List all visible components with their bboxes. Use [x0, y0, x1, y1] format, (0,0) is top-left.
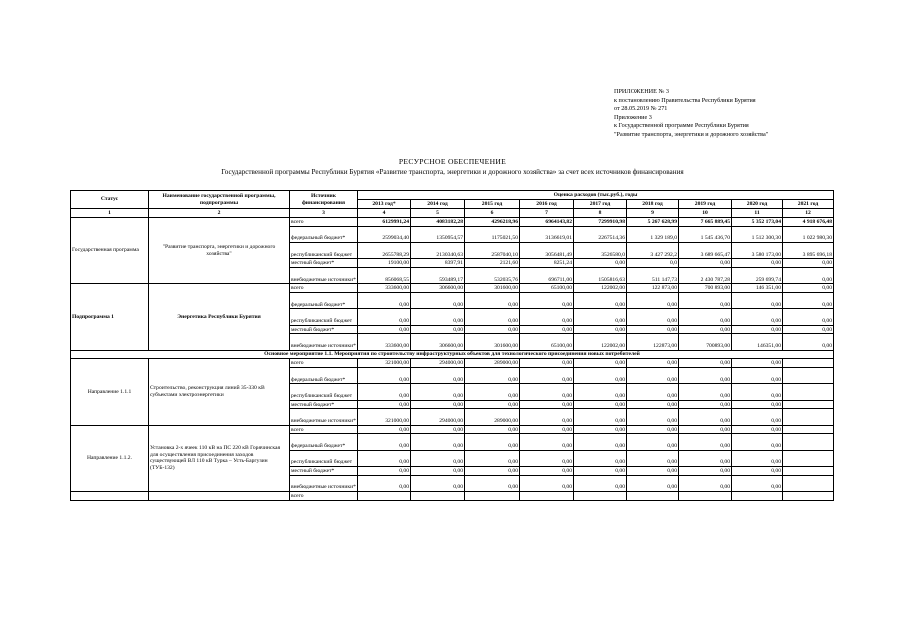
- value-cell: 301600,00: [465, 334, 520, 350]
- empty-cell: [679, 492, 732, 501]
- value-cell: 0,00: [627, 292, 679, 308]
- value-cell: 532035,76: [465, 267, 520, 283]
- value-cell: 0,00: [679, 475, 732, 491]
- value-cell: 8397,91: [411, 259, 465, 268]
- value-cell: [783, 367, 834, 383]
- value-cell: 0,00: [574, 400, 627, 409]
- value-cell: 321000,00: [358, 359, 411, 368]
- header-line: ПРИЛОЖЕНИЕ № 3: [614, 88, 670, 95]
- value-cell: 0,00: [574, 425, 627, 434]
- value-cell: 0,00: [627, 425, 679, 434]
- value-cell: 0,00: [574, 309, 627, 325]
- value-cell: 0,00: [520, 359, 574, 368]
- value-cell: 0,00: [732, 292, 783, 308]
- row-source: внебюджетные источники*: [290, 409, 358, 425]
- header-line: от 28.05.2019 № 271: [614, 105, 668, 113]
- value-cell: 0,00: [411, 425, 465, 434]
- value-cell: 0,00: [520, 450, 574, 466]
- value-cell: 0,00: [679, 309, 732, 325]
- value-cell: 306600,00: [411, 334, 465, 350]
- value-cell: 0,00: [411, 384, 465, 400]
- value-cell: 0,00: [465, 367, 520, 383]
- col-header-year: 2013 год*: [358, 200, 411, 209]
- value-cell: 0,00: [520, 292, 574, 308]
- value-cell: 0,00: [411, 367, 465, 383]
- header-line: "Развитие транспорта, энергетики и дорожного хозяйства": [614, 130, 769, 138]
- value-cell: 0,00: [574, 434, 627, 450]
- value-cell: 0,00: [574, 409, 627, 425]
- col-header-year: 2017 год: [574, 200, 627, 209]
- col-number: 2: [149, 209, 290, 218]
- value-cell: [783, 409, 834, 425]
- value-cell: 2130340,63: [411, 242, 465, 258]
- col-header-source: Источник финансирования: [290, 191, 358, 209]
- value-cell: 0,00: [679, 425, 732, 434]
- value-cell: 1 329 189,0: [627, 226, 679, 242]
- row-source: всего: [290, 492, 358, 501]
- col-header-year: 2014 год: [411, 200, 465, 209]
- value-cell: 0,00: [358, 467, 411, 476]
- value-cell: 301600,00: [465, 284, 520, 293]
- value-cell: 7 665 889,45: [679, 218, 732, 227]
- value-cell: 700893,00: [679, 334, 732, 350]
- value-cell: 0,00: [465, 292, 520, 308]
- row-program-name: Установка 2-х ячеек 110 кВ на ПС 220 кВ Горячинская для осуществления присоединения заходов существующей ВЛ 110 кВ Турка – Усть-Баргузин (ТУБ-132): [149, 425, 290, 491]
- value-cell: 4 918 676,48: [783, 218, 834, 227]
- row-source: всего: [290, 425, 358, 434]
- value-cell: 146 351,00: [732, 284, 783, 293]
- value-cell: 0,00: [465, 434, 520, 450]
- value-cell: 2599034,40: [358, 226, 411, 242]
- value-cell: 122873,00: [627, 334, 679, 350]
- empty-cell: [149, 492, 290, 501]
- value-cell: 122 873,00: [627, 284, 679, 293]
- value-cell: 19100,00: [358, 259, 411, 268]
- document-subtitle: Государственной программы Республики Бурятия «Развитие транспорта, энергетики и дорожного хозяйства» за счет всех источников финансирования: [221, 168, 684, 176]
- value-cell: 0,00: [679, 409, 732, 425]
- value-cell: 0,00: [732, 359, 783, 368]
- value-cell: 1505816,63: [574, 267, 627, 283]
- table-row: [71, 425, 834, 434]
- value-cell: 0,00: [411, 325, 465, 334]
- col-number: 1: [71, 209, 149, 218]
- value-cell: 0,00: [627, 450, 679, 466]
- value-cell: 0,00: [783, 267, 834, 283]
- value-cell: 511 147,73: [627, 267, 679, 283]
- col-number: 11: [732, 209, 783, 218]
- row-source: внебюджетные источники*: [290, 334, 358, 350]
- value-cell: 3 895 696,18: [783, 242, 834, 258]
- empty-cell: [627, 492, 679, 501]
- value-cell: 0,00: [465, 467, 520, 476]
- value-cell: 2267514,36: [574, 226, 627, 242]
- value-cell: 0,00: [411, 475, 465, 491]
- value-cell: 0,00: [520, 384, 574, 400]
- value-cell: 0,00: [465, 309, 520, 325]
- header-line: Приложение 3: [614, 113, 652, 121]
- empty-cell: [411, 492, 465, 501]
- value-cell: 0,00: [411, 434, 465, 450]
- col-number: 12: [783, 209, 834, 218]
- value-cell: 0,00: [358, 475, 411, 491]
- value-cell: 2587040,10: [465, 242, 520, 258]
- value-cell: 1175021,50: [465, 226, 520, 242]
- value-cell: 4296218,96: [465, 218, 520, 227]
- value-cell: 321000,00: [358, 409, 411, 425]
- value-cell: 0,00: [465, 325, 520, 334]
- value-cell: [783, 450, 834, 466]
- row-status: Направление 1.1.2.: [71, 425, 149, 491]
- value-cell: [783, 434, 834, 450]
- value-cell: 294000,00: [411, 409, 465, 425]
- main-event-title: Основное мероприятие 1.1. Мероприятия по строительству инфраструктурных объектов для технологического присоединения новых потребителей: [71, 350, 834, 359]
- value-cell: 2 430 787,28: [679, 267, 732, 283]
- value-cell: 0,00: [679, 450, 732, 466]
- value-cell: 3526580,0: [574, 242, 627, 258]
- value-cell: 0,00: [732, 325, 783, 334]
- value-cell: 0,00: [465, 425, 520, 434]
- value-cell: 0,00: [465, 450, 520, 466]
- empty-cell: [358, 492, 411, 501]
- value-cell: [783, 425, 834, 434]
- col-number: 7: [520, 209, 574, 218]
- value-cell: 0,00: [358, 450, 411, 466]
- value-cell: [783, 475, 834, 491]
- value-cell: 1 512 300,30: [732, 226, 783, 242]
- value-cell: 8251,24: [520, 259, 574, 268]
- value-cell: 0,00: [358, 292, 411, 308]
- value-cell: 3136619,01: [520, 226, 574, 242]
- header-line: к постановлению Правительства Республики Бурятия: [614, 96, 756, 104]
- value-cell: 0,00: [411, 309, 465, 325]
- value-cell: [783, 400, 834, 409]
- value-cell: 0,00: [732, 367, 783, 383]
- row-source: местный бюджет*: [290, 400, 358, 409]
- row-source: всего: [290, 359, 358, 368]
- value-cell: 2121,60: [465, 259, 520, 268]
- value-cell: 0,00: [679, 259, 732, 268]
- value-cell: 6964143,82: [520, 218, 574, 227]
- empty-cell: [465, 492, 520, 501]
- value-cell: 0,00: [465, 475, 520, 491]
- value-cell: 0,00: [411, 450, 465, 466]
- empty-cell: [71, 492, 149, 501]
- value-cell: 0,00: [732, 450, 783, 466]
- value-cell: 0,00: [783, 284, 834, 293]
- value-cell: 0,00: [411, 400, 465, 409]
- value-cell: 0,00: [732, 400, 783, 409]
- value-cell: 0,00: [574, 259, 627, 268]
- appendix-header: [614, 88, 768, 140]
- empty-cell: [732, 492, 783, 501]
- empty-cell: [520, 492, 574, 501]
- value-cell: 0,00: [574, 475, 627, 491]
- value-cell: 0,00: [679, 400, 732, 409]
- row-program-name: Энергетика Республики Бурятия: [149, 284, 290, 350]
- value-cell: 0,00: [732, 434, 783, 450]
- value-cell: 0,00: [679, 434, 732, 450]
- value-cell: 1 022 980,30: [783, 226, 834, 242]
- value-cell: 3 689 665,47: [679, 242, 732, 258]
- value-cell: 122002,00: [574, 334, 627, 350]
- row-source: местный бюджет*: [290, 259, 358, 268]
- value-cell: 0,00: [783, 334, 834, 350]
- value-cell: 0,00: [520, 434, 574, 450]
- value-cell: 0,00: [679, 359, 732, 368]
- value-cell: 0,00: [520, 400, 574, 409]
- col-header-year: 2021 год: [783, 200, 834, 209]
- value-cell: 6129991,24: [358, 218, 411, 227]
- col-header-estimate: Оценка расходов (тыс.руб.), годы: [358, 191, 834, 200]
- value-cell: 0,00: [627, 384, 679, 400]
- row-source: республиканский бюджет: [290, 450, 358, 466]
- value-cell: 0,0: [627, 259, 679, 268]
- value-cell: 0,00: [411, 292, 465, 308]
- value-cell: 1 545 436,70: [679, 226, 732, 242]
- value-cell: 0,00: [411, 467, 465, 476]
- value-cell: 2655788,29: [358, 242, 411, 258]
- value-cell: 700 893,00: [679, 284, 732, 293]
- value-cell: 0,00: [783, 292, 834, 308]
- value-cell: 0,00: [732, 409, 783, 425]
- value-cell: 0,00: [465, 384, 520, 400]
- value-cell: 0,00: [732, 384, 783, 400]
- header-line: к Государственной программе Республики Бурятия: [614, 122, 749, 130]
- value-cell: 0,00: [520, 325, 574, 334]
- value-cell: 0,00: [732, 309, 783, 325]
- value-cell: 0,00: [574, 467, 627, 476]
- value-cell: 0,00: [358, 367, 411, 383]
- row-source: республиканский бюджет: [290, 242, 358, 258]
- table-row: [71, 492, 834, 501]
- value-cell: 0,00: [732, 467, 783, 476]
- value-cell: 4083182,28: [411, 218, 465, 227]
- value-cell: 0,00: [574, 384, 627, 400]
- value-cell: 0,00: [574, 359, 627, 368]
- value-cell: 0,00: [783, 259, 834, 268]
- value-cell: 593489,17: [411, 267, 465, 283]
- value-cell: 0,00: [520, 467, 574, 476]
- value-cell: 0,00: [520, 309, 574, 325]
- value-cell: [783, 384, 834, 400]
- value-cell: 0,00: [358, 434, 411, 450]
- row-status: Направление 1.1.1: [71, 359, 149, 425]
- col-number: 9: [627, 209, 679, 218]
- row-source: федеральный бюджет*: [290, 367, 358, 383]
- row-status: Государственная программа: [71, 218, 149, 284]
- value-cell: 0,00: [627, 367, 679, 383]
- value-cell: 289000,00: [465, 409, 520, 425]
- row-source: республиканский бюджет: [290, 309, 358, 325]
- value-cell: 0,00: [679, 467, 732, 476]
- table-row: [71, 284, 834, 293]
- value-cell: 0,00: [679, 384, 732, 400]
- col-header-name: Наименование государственной программы, подпрограммы: [149, 191, 290, 209]
- value-cell: 7299910,98: [574, 218, 627, 227]
- col-number: 3: [290, 209, 358, 218]
- value-cell: 0,00: [783, 309, 834, 325]
- value-cell: 0,00: [679, 292, 732, 308]
- col-header-year: 2019 год: [679, 200, 732, 209]
- value-cell: 333600,00: [358, 334, 411, 350]
- value-cell: 146351,00: [732, 334, 783, 350]
- value-cell: [783, 467, 834, 476]
- value-cell: [783, 359, 834, 368]
- value-cell: 5 352 173,04: [732, 218, 783, 227]
- value-cell: 0,00: [627, 434, 679, 450]
- value-cell: 0,00: [358, 325, 411, 334]
- row-source: всего: [290, 284, 358, 293]
- row-program-name: "Развитие транспорта, энергетики и дорожного хозяйства": [149, 218, 290, 284]
- value-cell: 65100,00: [520, 284, 574, 293]
- value-cell: 0,00: [574, 292, 627, 308]
- value-cell: 0,00: [465, 400, 520, 409]
- row-source: федеральный бюджет*: [290, 434, 358, 450]
- row-source: внебюджетные источники*: [290, 267, 358, 283]
- value-cell: 0,00: [358, 400, 411, 409]
- value-cell: 3 427 292,2: [627, 242, 679, 258]
- value-cell: 0,00: [574, 450, 627, 466]
- row-source: внебюджетные источники*: [290, 475, 358, 491]
- table-row: [71, 359, 834, 368]
- value-cell: 3 580 173,00: [732, 242, 783, 258]
- value-cell: 0,00: [574, 367, 627, 383]
- empty-cell: [783, 492, 834, 501]
- value-cell: 0,00: [358, 425, 411, 434]
- row-status: Подпрограмма 1: [71, 284, 149, 350]
- value-cell: 0,00: [574, 325, 627, 334]
- value-cell: 0,00: [520, 425, 574, 434]
- row-source: республиканский бюджет: [290, 384, 358, 400]
- value-cell: 0,00: [627, 467, 679, 476]
- value-cell: 259 699,74: [732, 267, 783, 283]
- value-cell: 0,00: [679, 367, 732, 383]
- value-cell: 0,00: [783, 325, 834, 334]
- col-number: 4: [358, 209, 411, 218]
- col-header-year: 2016 год: [520, 200, 574, 209]
- value-cell: 122002,00: [574, 284, 627, 293]
- col-header-year: 2020 год: [732, 200, 783, 209]
- main-event-row: [71, 350, 834, 359]
- value-cell: 0,00: [627, 325, 679, 334]
- value-cell: 0,00: [627, 400, 679, 409]
- document-title: РЕСУРСНОЕ ОБЕСПЕЧЕНИЕ: [398, 157, 507, 166]
- col-header-year: 2015 год: [465, 200, 520, 209]
- value-cell: 3056481,49: [520, 242, 574, 258]
- value-cell: 0,00: [358, 309, 411, 325]
- value-cell: 294000,00: [411, 359, 465, 368]
- value-cell: 0,00: [732, 259, 783, 268]
- row-source: местный бюджет*: [290, 467, 358, 476]
- value-cell: 5 267 628,99: [627, 218, 679, 227]
- row-source: федеральный бюджет*: [290, 292, 358, 308]
- col-header-status: Статус: [71, 191, 149, 209]
- col-number: 10: [679, 209, 732, 218]
- table-row: [71, 218, 834, 227]
- value-cell: 289000,00: [465, 359, 520, 368]
- value-cell: 0,00: [627, 475, 679, 491]
- row-program-name: Строительство, реконструкция линий 35-330 кВ субъектами электроэнергетики: [149, 359, 290, 425]
- value-cell: 0,00: [627, 409, 679, 425]
- col-header-year: 2018 год: [627, 200, 679, 209]
- value-cell: 0,00: [358, 384, 411, 400]
- value-cell: 306600,00: [411, 284, 465, 293]
- value-cell: 856068,55: [358, 267, 411, 283]
- value-cell: 1350954,57: [411, 226, 465, 242]
- value-cell: 0,00: [732, 475, 783, 491]
- value-cell: 65100,00: [520, 334, 574, 350]
- value-cell: 0,00: [627, 359, 679, 368]
- value-cell: 0,00: [520, 367, 574, 383]
- empty-cell: [574, 492, 627, 501]
- value-cell: 696711,00: [520, 267, 574, 283]
- value-cell: 0,00: [732, 425, 783, 434]
- value-cell: 0,00: [679, 325, 732, 334]
- value-cell: 0,00: [520, 409, 574, 425]
- row-source: всего: [290, 218, 358, 227]
- value-cell: 0,00: [520, 475, 574, 491]
- value-cell: 333600,00: [358, 284, 411, 293]
- row-source: федеральный бюджет*: [290, 226, 358, 242]
- col-number: 6: [465, 209, 520, 218]
- value-cell: 0,00: [627, 309, 679, 325]
- col-number: 8: [574, 209, 627, 218]
- col-number: 5: [411, 209, 465, 218]
- resource-table: [70, 190, 834, 501]
- row-source: местный бюджет*: [290, 325, 358, 334]
